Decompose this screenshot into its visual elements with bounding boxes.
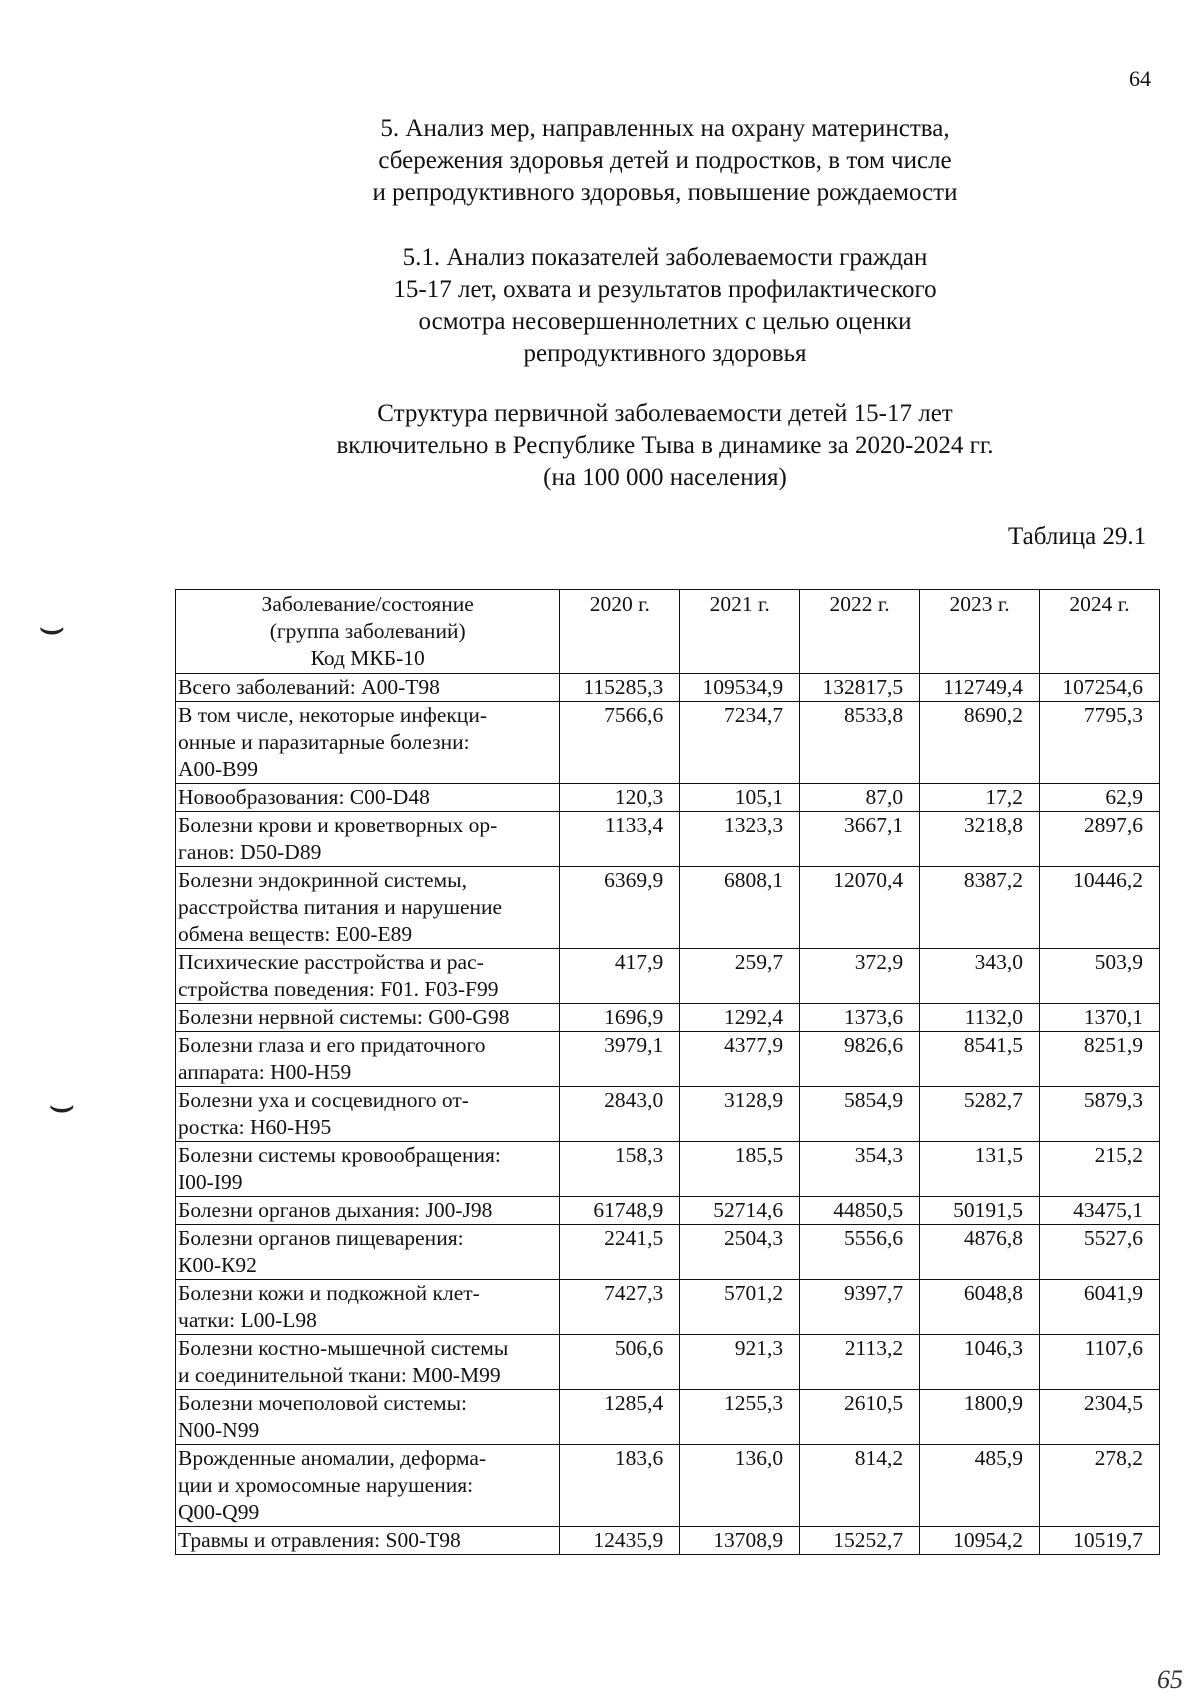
value-cell: 50191,5 (920, 1197, 1040, 1225)
value-cell: 112749,4 (920, 674, 1040, 702)
value-cell: 1107,6 (1040, 1335, 1160, 1390)
value-cell: 8387,2 (920, 867, 1040, 949)
disease-name-line: Болезни нервной системы: G00-G98 (178, 1005, 510, 1029)
disease-name-line: Болезни мочеполовой системы: (178, 1391, 468, 1415)
value-cell: 814,2 (800, 1445, 920, 1527)
value-cell: 6048,8 (920, 1280, 1040, 1335)
disease-name-line: Травмы и отравления: S00-Т98 (178, 1528, 461, 1552)
table-row (176, 1527, 1160, 1555)
value-cell: 2610,5 (800, 1390, 920, 1445)
value-cell: 7566,6 (560, 702, 680, 784)
header-line: (группа заболеваний) (269, 619, 466, 643)
value-cell: 1132,0 (920, 1004, 1040, 1032)
disease-name-line: ростка: Н60-Н95 (178, 1115, 332, 1139)
value-cell: 8541,5 (920, 1032, 1040, 1087)
value-cell: 131,5 (920, 1142, 1040, 1197)
disease-name-line: обмена веществ: Е00-Е89 (178, 922, 413, 946)
disease-name-line: Новообразования: С00-D48 (178, 785, 430, 809)
value-cell: 2897,6 (1040, 812, 1160, 867)
value-cell: 3667,1 (800, 812, 920, 867)
disease-name-cell (176, 1390, 560, 1445)
value-cell: 9826,6 (800, 1032, 920, 1087)
value-cell: 372,9 (800, 949, 920, 1004)
table-row (176, 1390, 1160, 1445)
value-cell: 61748,9 (560, 1197, 680, 1225)
morbidity-table (175, 589, 1160, 1555)
value-cell: 5854,9 (800, 1087, 920, 1142)
disease-name-line: I00-I99 (178, 1170, 243, 1194)
section-title (240, 113, 1090, 209)
value-cell: 4876,8 (920, 1225, 1040, 1280)
value-cell: 1323,3 (680, 812, 800, 867)
header-year-2021: 2021 г. (680, 590, 800, 674)
disease-name-cell (176, 1197, 560, 1225)
disease-name-line: Психические расстройства и рас- (178, 950, 484, 974)
subsection-title-line: осмотра несовершеннолетних с целью оценки (418, 308, 912, 335)
table-row (176, 702, 1160, 784)
value-cell: 10954,2 (920, 1527, 1040, 1555)
value-cell: 1696,9 (560, 1004, 680, 1032)
subsection-title-line: 15-17 лет, охвата и результатов профилактического (393, 276, 937, 303)
value-cell: 12070,4 (800, 867, 920, 949)
header-year-2024: 2024 г. (1040, 590, 1160, 674)
value-cell: 921,3 (680, 1335, 800, 1390)
value-cell: 1285,4 (560, 1390, 680, 1445)
value-cell: 13708,9 (680, 1527, 800, 1555)
table-row (176, 1142, 1160, 1197)
table-caption-line: Структура первичной заболеваемости детей 15-17 лет (377, 400, 953, 427)
value-cell: 5556,6 (800, 1225, 920, 1280)
disease-name-cell (176, 867, 560, 949)
value-cell: 4377,9 (680, 1032, 800, 1087)
header-year-2022: 2022 г. (800, 590, 920, 674)
value-cell: 2241,5 (560, 1225, 680, 1280)
disease-name-line: онные и паразитарные болезни: (178, 730, 470, 754)
disease-name-line: N00-N99 (178, 1418, 260, 1442)
value-cell: 506,6 (560, 1335, 680, 1390)
table-row (176, 1445, 1160, 1527)
value-cell: 7234,7 (680, 702, 800, 784)
value-cell: 1292,4 (680, 1004, 800, 1032)
value-cell: 9397,7 (800, 1280, 920, 1335)
value-cell: 6808,1 (680, 867, 800, 949)
disease-name-line: Врожденные аномалии, деформа- (178, 1446, 487, 1470)
table-row (176, 674, 1160, 702)
table-row (176, 1280, 1160, 1335)
value-cell: 5879,3 (1040, 1087, 1160, 1142)
disease-name-cell (176, 1225, 560, 1280)
value-cell: 7795,3 (1040, 702, 1160, 784)
value-cell: 354,3 (800, 1142, 920, 1197)
value-cell: 3128,9 (680, 1087, 800, 1142)
disease-name-line: Q00-Q99 (178, 1500, 260, 1524)
disease-name-line: Болезни эндокринной системы, (178, 868, 467, 892)
disease-name-cell (176, 784, 560, 812)
value-cell: 8533,8 (800, 702, 920, 784)
value-cell: 107254,6 (1040, 674, 1160, 702)
table-row (176, 812, 1160, 867)
value-cell: 2113,2 (800, 1335, 920, 1390)
disease-name-cell (176, 1280, 560, 1335)
value-cell: 1370,1 (1040, 1004, 1160, 1032)
table-body (176, 674, 1160, 1555)
table-label: Таблица 29.1 (1008, 523, 1147, 550)
value-cell: 43475,1 (1040, 1197, 1160, 1225)
disease-name-line: А00-В99 (178, 757, 259, 781)
value-cell: 278,2 (1040, 1445, 1160, 1527)
table-header-row (176, 590, 1160, 674)
value-cell: 8690,2 (920, 702, 1040, 784)
value-cell: 215,2 (1040, 1142, 1160, 1197)
value-cell: 7427,3 (560, 1280, 680, 1335)
disease-name-cell (176, 1527, 560, 1555)
page-number: 64 (1129, 66, 1151, 91)
value-cell: 87,0 (800, 784, 920, 812)
disease-name-line: чатки: L00-L98 (178, 1308, 317, 1332)
table-row (176, 867, 1160, 949)
value-cell: 5527,6 (1040, 1225, 1160, 1280)
table-row (176, 1225, 1160, 1280)
disease-name-cell (176, 1335, 560, 1390)
value-cell: 185,5 (680, 1142, 800, 1197)
section-title-line: 5. Анализ мер, направленных на охрану материнства, (380, 115, 950, 142)
disease-name-line: Болезни крови и кроветворных ор- (178, 813, 498, 837)
value-cell: 417,9 (560, 949, 680, 1004)
next-page-mark: 65 (1157, 1665, 1183, 1694)
value-cell: 1373,6 (800, 1004, 920, 1032)
value-cell: 1046,3 (920, 1335, 1040, 1390)
disease-name-line: Болезни кожи и подкожной клет- (178, 1281, 480, 1305)
value-cell: 15252,7 (800, 1527, 920, 1555)
value-cell: 12435,9 (560, 1527, 680, 1555)
header-line: Код МКБ-10 (310, 646, 425, 670)
disease-name-cell (176, 812, 560, 867)
value-cell: 105,1 (680, 784, 800, 812)
value-cell: 3979,1 (560, 1032, 680, 1087)
header-disease-column (176, 590, 560, 674)
value-cell: 503,9 (1040, 949, 1160, 1004)
value-cell: 17,2 (920, 784, 1040, 812)
disease-name-line: Болезни органов пищеварения: (178, 1226, 464, 1250)
disease-name-line: Болезни уха и сосцевидного от- (178, 1088, 469, 1112)
value-cell: 6369,9 (560, 867, 680, 949)
value-cell: 136,0 (680, 1445, 800, 1527)
disease-name-line: Болезни системы кровообращения: (178, 1143, 501, 1167)
disease-name-cell (176, 1004, 560, 1032)
disease-name-cell (176, 1445, 560, 1527)
disease-name-cell (176, 1142, 560, 1197)
disease-name-line: Болезни глаза и его придаточного (178, 1033, 486, 1057)
table-caption (240, 398, 1090, 494)
disease-name-line: расстройства питания и нарушение (178, 895, 503, 919)
value-cell: 120,3 (560, 784, 680, 812)
table-caption-line: включительно в Республике Тыва в динамике за 2020-2024 гг. (336, 432, 994, 459)
value-cell: 8251,9 (1040, 1032, 1160, 1087)
value-cell: 115285,3 (560, 674, 680, 702)
disease-name-line: В том числе, некоторые инфекци- (178, 703, 487, 727)
scan-mark: ⌣ (38, 605, 66, 651)
header-year-2020: 2020 г. (560, 590, 680, 674)
value-cell: 1255,3 (680, 1390, 800, 1445)
disease-name-line: Всего заболеваний: А00-Т98 (178, 675, 440, 699)
value-cell: 109534,9 (680, 674, 800, 702)
table-row (176, 1032, 1160, 1087)
value-cell: 2304,5 (1040, 1390, 1160, 1445)
value-cell: 183,6 (560, 1445, 680, 1527)
disease-name-cell (176, 674, 560, 702)
header-year-2023: 2023 г. (920, 590, 1040, 674)
value-cell: 5282,7 (920, 1087, 1040, 1142)
value-cell: 158,3 (560, 1142, 680, 1197)
disease-name-line: ции и хромосомные нарушения: (178, 1473, 474, 1497)
table-row (176, 1004, 1160, 1032)
value-cell: 132817,5 (800, 674, 920, 702)
disease-name-cell (176, 1087, 560, 1142)
table-row (176, 949, 1160, 1004)
disease-name-cell (176, 949, 560, 1004)
header-line: Заболевание/состояние (261, 592, 474, 616)
value-cell: 5701,2 (680, 1280, 800, 1335)
section-title-line: сбережения здоровья детей и подростков, в том числе (378, 147, 952, 174)
value-cell: 2843,0 (560, 1087, 680, 1142)
subsection-title (240, 242, 1090, 370)
subsection-title-line: репродуктивного здоровья (523, 340, 807, 367)
table-row (176, 784, 1160, 812)
disease-name-line: ганов: D50-D89 (178, 840, 322, 864)
disease-name-line: Болезни органов дыхания: J00-J98 (178, 1198, 493, 1222)
disease-name-cell (176, 702, 560, 784)
value-cell: 485,9 (920, 1445, 1040, 1527)
subsection-title-line: 5.1. Анализ показателей заболеваемости граждан (402, 244, 928, 271)
value-cell: 343,0 (920, 949, 1040, 1004)
value-cell: 3218,8 (920, 812, 1040, 867)
disease-name-line: и соединительной ткани: М00-М99 (178, 1363, 501, 1387)
value-cell: 10446,2 (1040, 867, 1160, 949)
table-row (176, 1087, 1160, 1142)
disease-name-cell (176, 1032, 560, 1087)
disease-name-line: Болезни костно-мышечной системы (178, 1336, 509, 1360)
disease-name-line: аппарата: Н00-Н59 (178, 1060, 352, 1084)
value-cell: 62,9 (1040, 784, 1160, 812)
value-cell: 44850,5 (800, 1197, 920, 1225)
value-cell: 1800,9 (920, 1390, 1040, 1445)
table-row (176, 1197, 1160, 1225)
table-caption-line: (на 100 000 населения) (543, 464, 787, 491)
value-cell: 259,7 (680, 949, 800, 1004)
value-cell: 6041,9 (1040, 1280, 1160, 1335)
value-cell: 2504,3 (680, 1225, 800, 1280)
value-cell: 52714,6 (680, 1197, 800, 1225)
value-cell: 10519,7 (1040, 1527, 1160, 1555)
table-row (176, 1335, 1160, 1390)
disease-name-line: К00-К92 (178, 1253, 257, 1277)
scan-mark: ⌣ (48, 1083, 76, 1129)
disease-name-line: стройства поведения: F01. F03-F99 (178, 977, 499, 1001)
value-cell: 1133,4 (560, 812, 680, 867)
section-title-line: и репродуктивного здоровья, повышение рождаемости (372, 179, 958, 206)
